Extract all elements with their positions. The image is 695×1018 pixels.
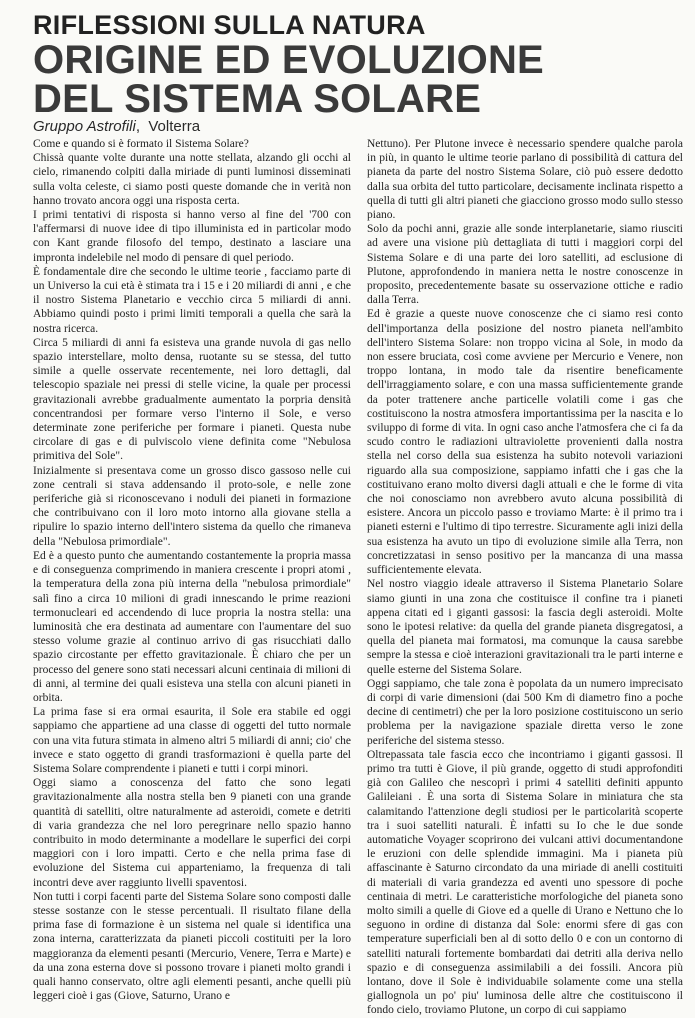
byline-group: Gruppo Astrofili xyxy=(33,118,136,135)
text-column-right xyxy=(367,137,683,1017)
paragraph: Ed è grazie a queste nuove conoscenze che ci siamo resi conto dell'importanza della posizione del nostro pianeta nell'ambito dell'intero Sistema Solare: non troppo vicina al Sole, in modo da non essere bruciata, così come avviene per Mercurio e Venere, non troppo lontana, in modo tale da risentire beneficamente dell'irraggiamento solare, e con una massa sufficientemente grande da poter trattenere anche particelle volatili come i gas che costituiscono la nostra atmosfera importantissima per la nascita e lo sviluppo di forme di vita. In ogni caso anche l'atmosfera che ci fa da scudo contro le radiazioni ultraviolette provenienti dalla nostra stella nel corso della sua esistenza ha subito notevoli variazioni riguardo alla sua composizione, sappiamo infatti che i gas che la costituivano erano molto diversi dagli attuali e che le forme di vita che noi conosciamo non avrebbero avuto alcuna possibilità di esistere. Ancora un piccolo passo e troviamo Marte: è il primo tra i pianeti esterni e l'ultimo di tipo terrestre. Sicuramente agli inizi della sua esistenza ha avuto un tipo di evoluzione simile alla Terra, non concretizzatasi in senso positivo per la mancanza di una massa sufficientemente elevata. xyxy=(367,308,683,577)
paragraph: Come e quando si è formato il Sistema Solare? xyxy=(33,138,249,150)
paragraph: Chissà quante volte durante una notte stellata, alzando gli occhi al cielo, rimanendo colpiti dalla miriade di punti luminosi disseminati sulla volta celeste, ci siamo posti queste domande che in verità non hanno trovato ancora oggi una risposta certa. xyxy=(33,152,351,207)
paragraph: È fondamentale dire che secondo le ultime teorie , facciamo parte di un Universo la cui età è stimata tra i 15 e i 20 miliardi di anni , e che il nostro Sistema Planetario e vecchio circa 5 miliardi di anni. Abbiamo quindi posto i primi limiti temporali a quella che sarà la nostra ricerca. xyxy=(33,265,351,335)
article-title-line-1: ORIGINE ED EVOLUZIONE xyxy=(33,38,544,82)
paragraph: Oltrepassata tale fascia ecco che incontriamo i giganti gassosi. Il primo tra tutti è Giove, il più grande, oggetto di studi approfonditi già con Galileo che nescoprì i primi 4 satelliti definiti appunto Galileiani . È una sorta di Sistema Solare in miniatura che sta calamitando l'attenzione degli studiosi per le particolarità scoperte tra i suoi satelliti naturali. È infatti su Io che le due sonde automatiche Voyager scoprirono dei vulcani attivi documentandone le eruzioni con delle splendide immagini. Ma i pianeta più affascinante è Saturno circondato da una miriade di anelli costituiti di materiali di varia grandezza ed aventi uno spessore di poche centinaia di metri. Le caratteristiche morfologiche del pianeta sono molto simili a quelle di Giove ed a quelle di Urano e Nettuno che lo seguono in ordine di distanza dal Sole: enormi sfere di gas con temperature superficiali ben al di sotto dello 0 e con un contorno di satelliti naturali fortemente bombardati dai detriti alla deriva nello spazio e di conseguenza assimilabili a dei fossili. Ancora più lontano, dove il Sole è individuabile solamente come una stella giallognola un po' piu' luminosa delle altre che costituiscono il fondo cielo, troviamo Plutone, un corpo di cui sappiamo xyxy=(367,748,683,1017)
byline xyxy=(33,118,200,136)
text-column-left xyxy=(33,137,351,1003)
paragraph: Oggi siamo a conoscenza del fatto che sono legati gravitazionalmente alla nostra stella ben 9 pianeti con una grande quantità di satelliti, oltre naturalmente ad asteroidi, comete e detriti di varia grandezza che nel loro peregrinare nello spazio hanno contribuito in modo determinante a modellare le superfici dei corpi maggiori con i loro impatti. Certo e che nella prima fase di evoluzione del Sistema cui apparteniamo, la frequenza di tali incontri deve aver raggiunto livelli spaventosi. xyxy=(33,777,351,889)
paragraph: Ed è a questo punto che aumentando costantemente la propria massa e di conseguenza comprimendo in maniera crescente i propri atomi , la temperatura della zona più interna della "nebulosa primordiale" salì fino a circa 10 milioni di gradi innescando le prime reazioni termonucleari ed accendendo di luce propria la nostra stella: una luminosità che era destinata ad aumentare con l'aumentare del suo stesso volume grazie al continuo arrivo di gas risucchiati dallo spazio circostante per effetto gravitazionale. È chiaro che per un processo del genere sono stati necessari alcuni centinaia di milioni di di anni, al termine dei quali esisteva una stella con alcuni pianeti in orbita. xyxy=(33,549,351,704)
paragraph: Nel nostro viaggio ideale attraverso il Sistema Planetario Solare siamo giunti in una zona che costituisce il confine tra i pianeti appena citati ed i giganti gassosi: la fascia degli asteroidi. Molte sono le ipotesi relative: da quella del grande pianeta disgregatosi, a quella del pianeta mai formatosi, ma comunque la causa sarebbe sempre la stessa e cioè interazioni gravitazionali tra le parti interne e quelle esterne del Sistema Solare. xyxy=(367,578,683,676)
section-kicker: RIFLESSIONI SULLA NATURA xyxy=(33,10,426,40)
paragraph: Nettuno). Per Plutone invece è necessario spendere qualche parola in più, in quanto le ultime teorie parlano di possibilità di cattura del pianeta da parte del nostro Sistema Solare, ciò può essere dedotto dalla sua orbita del tutto particolare, decisamente inclinata rispetto a quella di tutti gli altri pianeti che giacciono grosso modo sullo stesso piano. xyxy=(367,138,683,222)
byline-separator: , xyxy=(135,118,140,135)
paragraph: La prima fase si era ormai esaurita, il Sole era stabile ed oggi sappiamo che appartiene ad una classe di oggetti del tutto normale con una vita futura stimata in almeno altri 5 miliardi di anni; cio' che invece e stato oggetto di grandi trasformazioni è quella parte del Sistema Solare comprendente i pianeti e tutti i corpi minori. xyxy=(33,706,351,775)
paragraph: Solo da pochi anni, grazie alle sonde interplanetarie, siamo riusciti ad avere una visione più dettagliata di tutti i maggiori corpi del Sistema Solare e di una parte dei loro satelliti, ad esclusione di Plutone, approfondendo in maniera netta le nostre conoscenze in proposito, precedentemente basate su osservazione ottiche e radio dalla Terra. xyxy=(367,223,683,307)
paragraph: Non tutti i corpi facenti parte del Sistema Solare sono composti dalle stesse sostanze con le stesse percentuali. Il risultato filane della prima fase di formazione è un sistema nel quale si identifica una zona interna, caratterizzata da pianeti piccoli costituiti per la loro maggioranza da elementi pesanti (Mercurio, Venere, Terra e Marte) e da una zona esterna dove si possono trovare i pianeti molto grandi i quali hanno conservato, oltre agli elementi pesanti, anche quelli più leggeri cioè i gas (Giove, Saturno, Urano e xyxy=(33,890,351,1003)
article-title-line-2: DEL SISTEMA SOLARE xyxy=(33,77,482,121)
paragraph: Oggi sappiamo, che tale zona è popolata da un numero imprecisato di corpi di varie dimensioni (dai 500 Km di diametro fino a poche decine di centimetri) che per la loro posizione costituiscono un serio problema per la navigazione spaziale diretta verso le zone periferiche del sistema stesso. xyxy=(367,677,683,747)
paragraph: Circa 5 miliardi di anni fa esisteva una grande nuvola di gas nello spazio interstellare, molto densa, ruotante su se stessa, del tutto simile a quelle osservate recentemente, nei loro dettagli, dal telescopio spaziale nei pressi di stelle vicine, la quale per processi gravitazionali avrebbe gradualmente aumentato la porpria densità concentrandosi per formare verso l'interno il Sole, e verso determinate zone periferiche per formare i pianeti. Questa nube circolare di gas e di pulviscolo viene definita come "Nebulosa primitiva del Sole". xyxy=(33,336,351,463)
paragraph: Inizialmente si presentava come un grosso disco gassoso nelle cui zone centrali si stava addensando il proto-sole, e nelle zone periferiche già si riconoscevano i noduli dei pianeti in formazione che contribuivano con il loro moto intorno alla giovane stella a ripulire lo spazio interno dell'intero sistema da quello che rimaneva della "Nebulosa primordiale". xyxy=(33,464,351,548)
byline-city: Volterra xyxy=(148,118,201,135)
paragraph: I primi tentativi di risposta si hanno verso al fine del '700 con l'affermarsi di nuove idee di tipo illuminista ed in particolar modo con Kant grande filosofo del tempo, destinato a lasciare una impronta indelebile nel modo di pensare di quel periodo. xyxy=(33,209,351,264)
article-header xyxy=(33,10,683,121)
